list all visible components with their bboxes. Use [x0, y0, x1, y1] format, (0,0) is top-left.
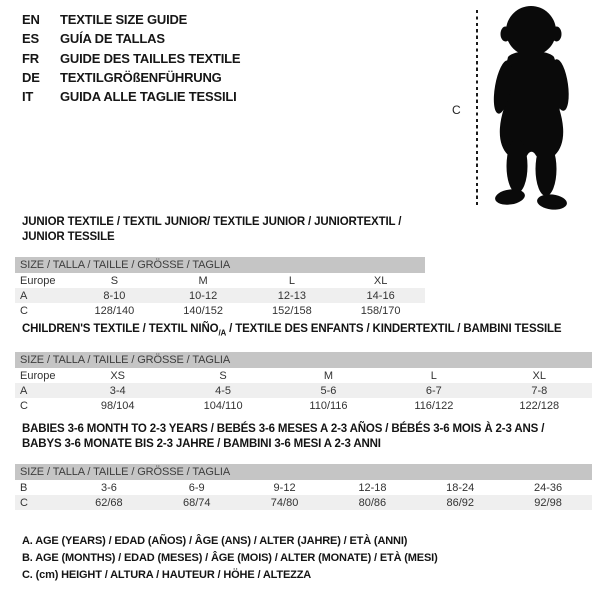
section-title: CHILDREN'S TEXTILE / TEXTIL $NIÑO_{/A}$ / TEXTILE DES ENFANTS / KINDERTEXTIL / BAMBINI TESSILE [22, 323, 562, 338]
footnote: C. (cm) HEIGHT / ALTURA / HAUTEUR / HÖHE / ALTEZZA [22, 569, 312, 581]
language-code: FR [22, 50, 39, 66]
size-header-bar: SIZE / TALLA / TAILLE / GRÖSSE / TAGLIA [15, 464, 592, 480]
footnote: A. AGE (YEARS) / EDAD (AÑOS) / ÂGE (ANS) / ALTER (JAHRE) / ETÀ (ANNI) [22, 535, 408, 547]
size-section-junior [15, 215, 425, 318]
table-cell: 68/74 [182, 496, 211, 509]
table-cell: 74/80 [270, 496, 299, 509]
row-label: C [20, 496, 28, 509]
table-cell: 92/98 [534, 496, 562, 509]
row-label: B [20, 481, 28, 494]
language-row [22, 29, 240, 48]
size-header-bar: SIZE / TALLA / TAILLE / GRÖSSE / TAGLIA [15, 352, 592, 368]
size-section-babies [15, 422, 592, 510]
table-row [15, 495, 592, 510]
table-cell: S [219, 369, 227, 382]
size-table [15, 464, 592, 510]
table-cell: 158/170 [360, 304, 401, 317]
language-code: EN [22, 12, 40, 27]
table-row [15, 480, 592, 495]
language-code: ES [22, 31, 39, 47]
table-row [15, 303, 425, 318]
language-code: IT [22, 89, 34, 105]
size-table [15, 352, 592, 413]
table-cell: 6-7 [425, 384, 442, 397]
language-row [22, 10, 240, 29]
table-cell: XL [532, 369, 547, 382]
section-title: JUNIOR TEXTILE / TEXTIL JUNIOR/ TEXTILE JUNIOR / JUNIORTEXTIL / JUNIOR TESSILE [22, 216, 402, 243]
language-row [22, 68, 240, 87]
language-header [22, 10, 240, 106]
table-cell: 152/158 [271, 304, 312, 317]
row-label: Europe [20, 274, 56, 287]
table-cell: 4-5 [215, 384, 232, 397]
table-cell: 122/128 [519, 399, 560, 412]
language-title: GUIDA ALLE TAGLIE TESSILI [60, 89, 237, 105]
table-cell: 12-18 [358, 481, 387, 494]
table-cell: 128/140 [94, 304, 135, 317]
table-row [15, 398, 592, 413]
table-cell: XS [110, 369, 126, 382]
table-cell: 62/68 [95, 496, 123, 509]
table-cell: L [430, 369, 437, 382]
table-cell: 14-16 [366, 289, 395, 302]
row-label: C [20, 304, 28, 317]
language-title: TEXTILE SIZE GUIDE [60, 12, 188, 27]
toddler-silhouette-icon [484, 5, 579, 215]
language-row [22, 49, 240, 68]
section-title: BABIES 3-6 MONTH TO 2-3 YEARS / BEBÉS 3-6 MESES A 2-3 AÑOS / BÉBÉS 3-6 MOIS À 2-3 ANS / BABYS 3-6 MONATE BIS 2-3 JAHRE / BAMBINI 3-6 MESI A 2-3 ANNI [22, 423, 545, 450]
language-title: TEXTILGRÖßENFÜHRUNG [60, 69, 222, 85]
language-title: GUÍA DE TALLAS [60, 31, 165, 47]
size-header-bar: SIZE / TALLA / TAILLE / GRÖSSE / TAGLIA [15, 257, 425, 273]
table-cell: 24-36 [534, 481, 563, 494]
table-row [15, 368, 592, 383]
footnote: B. AGE (MONTHS) / EDAD (MESES) / ÂGE (MOIS) / ALTER (MONATE) / ETÀ (MESI) [22, 552, 438, 564]
table-cell: 3-4 [109, 384, 126, 397]
table-row [15, 273, 425, 288]
table-cell: M [198, 274, 208, 287]
table-cell: 18-24 [446, 481, 475, 494]
table-cell: 110/116 [309, 399, 348, 412]
row-label: C [20, 399, 28, 412]
size-section-children [15, 322, 592, 413]
row-label: A [20, 384, 28, 397]
table-cell: 116/122 [414, 399, 454, 412]
language-row [22, 87, 240, 106]
table-cell: 8-10 [103, 289, 126, 302]
table-cell: L [288, 274, 295, 287]
footnotes [22, 533, 438, 584]
table-cell: 80/86 [358, 496, 387, 509]
table-row [15, 383, 592, 398]
table-cell: 5-6 [320, 384, 337, 397]
language-code: DE [22, 69, 40, 85]
row-label: Europe [20, 369, 56, 382]
table-cell: 7-8 [531, 384, 548, 397]
table-cell: 6-9 [188, 481, 205, 494]
table-cell: M [323, 369, 334, 382]
size-table [15, 257, 425, 318]
height-measure-label: C [452, 103, 461, 117]
table-cell: XL [373, 274, 388, 287]
height-measure-dashed-line [476, 10, 478, 206]
table-cell: 12-13 [277, 289, 306, 302]
table-row [15, 288, 425, 303]
table-cell: S [110, 274, 119, 287]
table-cell: 86/92 [446, 496, 474, 509]
table-cell: 140/152 [183, 304, 223, 317]
table-cell: 3-6 [100, 481, 117, 494]
table-cell: 9-12 [273, 481, 296, 494]
language-title: GUIDE DES TAILLES TEXTILE [60, 50, 241, 66]
table-cell: 98/104 [100, 399, 135, 412]
table-cell: 10-12 [189, 289, 218, 302]
table-cell: 104/110 [203, 399, 243, 412]
row-label: A [20, 289, 28, 302]
